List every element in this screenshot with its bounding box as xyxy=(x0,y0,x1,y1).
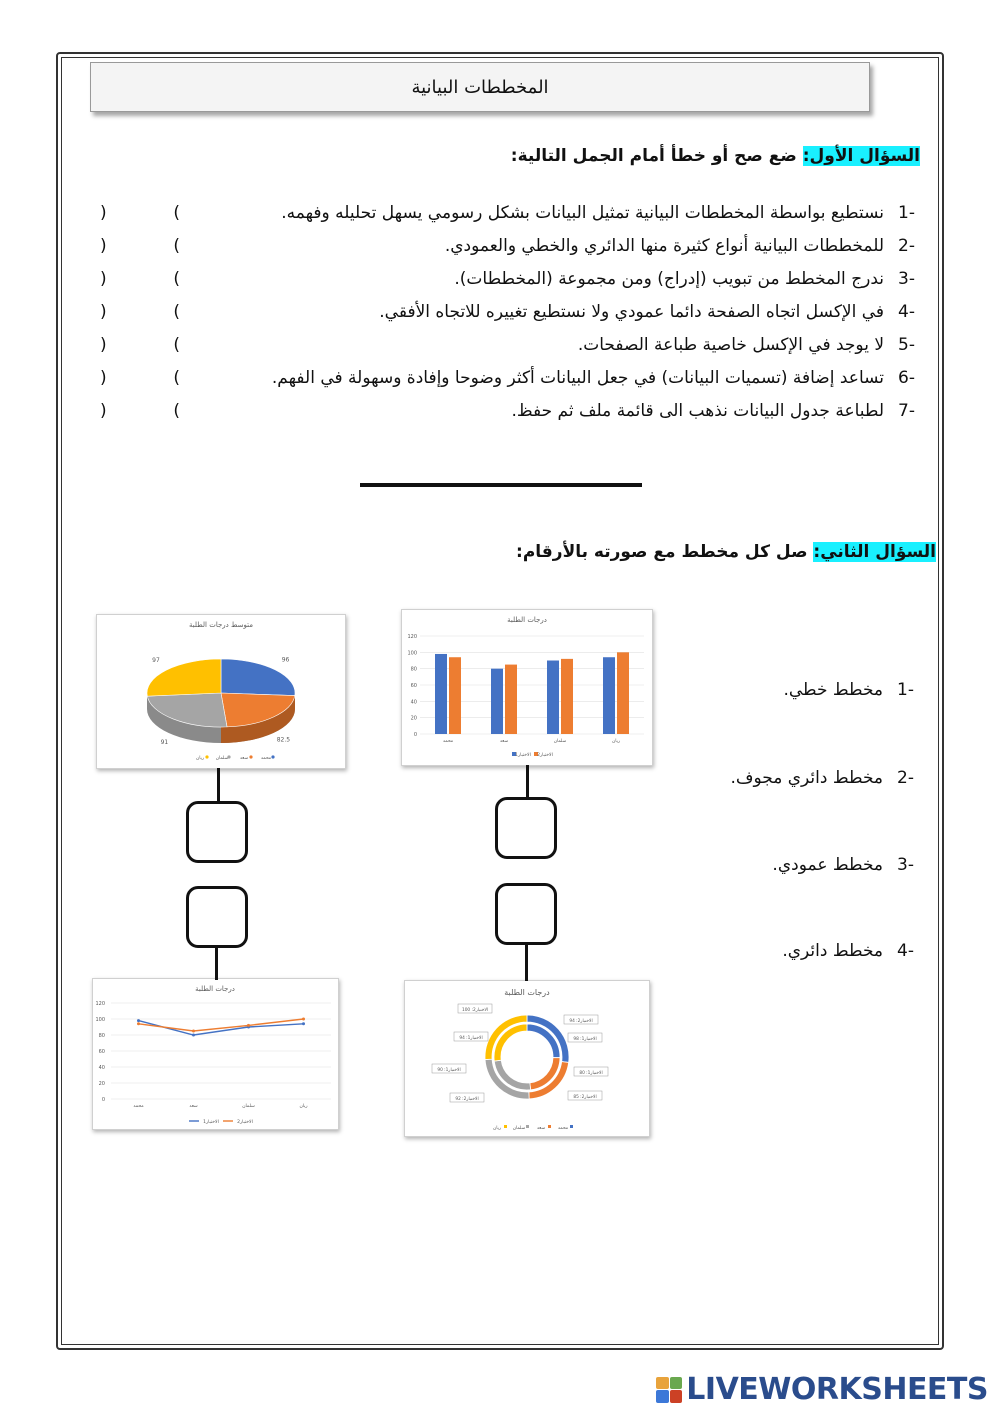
y-tick-label: 100 xyxy=(407,650,417,657)
bar-chart xyxy=(402,610,652,765)
worksheet-title xyxy=(90,62,870,112)
y-tick-label: 0 xyxy=(101,1097,105,1103)
y-tick-label: 80 xyxy=(410,666,417,673)
paren-open: ) xyxy=(100,202,107,223)
legend-label: الاختبار1 xyxy=(203,1120,219,1125)
line-point xyxy=(137,1022,140,1025)
legend-label: محمد xyxy=(260,756,272,761)
worksheet-title-text: المخططات البيانية xyxy=(411,76,549,98)
doughnut-chart xyxy=(405,981,649,1136)
statement-text xyxy=(379,302,915,322)
paren-open: ) xyxy=(100,400,107,421)
legend-label: ريان xyxy=(492,1126,502,1131)
statement-row xyxy=(100,196,915,229)
legend-marker xyxy=(548,1125,551,1128)
answer-box-doughnut[interactable] xyxy=(495,883,557,945)
line-point xyxy=(192,1034,195,1037)
doughnut-data-label: الاختبار2: 92 xyxy=(455,1097,479,1102)
answer-parentheses[interactable] xyxy=(100,302,180,322)
statement-number: -6 xyxy=(898,367,915,388)
line-point xyxy=(302,1018,305,1021)
chart-type-item xyxy=(772,855,914,875)
connector-line xyxy=(526,765,529,800)
line-chart-card xyxy=(92,978,339,1130)
statement-row xyxy=(100,328,915,361)
x-tick-label: سعد xyxy=(499,739,509,744)
legend-label: سعد xyxy=(239,756,249,761)
y-tick-label: 120 xyxy=(95,1001,105,1007)
pie-data-label: 96 xyxy=(281,656,290,664)
true-false-list xyxy=(100,196,915,427)
chart-title: درجات الطلبة xyxy=(507,616,547,624)
statement-row xyxy=(100,295,915,328)
answer-box-bar[interactable] xyxy=(495,797,557,859)
pie-chart xyxy=(97,615,345,768)
question-2-prompt: صل كل مخطط مع صورته بالأرقام: xyxy=(516,542,808,562)
x-tick-label: محمد xyxy=(133,1104,144,1109)
chart-type-item xyxy=(783,680,914,700)
statement-text xyxy=(578,335,915,355)
statement-number: -4 xyxy=(898,301,915,322)
y-tick-label: 80 xyxy=(98,1033,105,1039)
paren-close: ( xyxy=(173,334,180,355)
legend-label: الاختبار2 xyxy=(537,753,553,758)
chart-type-item xyxy=(782,941,914,961)
chart-title: متوسط درجات الطلبة xyxy=(189,621,253,629)
bar xyxy=(505,665,517,734)
x-tick-label: سعد xyxy=(189,1104,198,1109)
answer-parentheses[interactable] xyxy=(100,335,180,355)
y-tick-label: 60 xyxy=(98,1049,105,1055)
doughnut-chart-card xyxy=(404,980,650,1137)
paren-close: ( xyxy=(173,367,180,388)
line-chart xyxy=(93,979,338,1129)
legend-marker xyxy=(205,755,208,758)
y-tick-label: 20 xyxy=(98,1081,105,1087)
legend-label: سلمان xyxy=(215,756,229,761)
paren-open: ) xyxy=(100,334,107,355)
y-tick-label: 0 xyxy=(413,732,417,738)
bar xyxy=(617,652,629,734)
doughnut-data-label: الاختبار1: 94 xyxy=(459,1036,483,1041)
statement-sentence: تساعد إضافة (تسميات البيانات) في جعل البيانات أكثر وضوحا وإفادة وسهولة في الفهم. xyxy=(271,367,885,388)
answer-parentheses[interactable] xyxy=(100,236,180,256)
y-tick-label: 60 xyxy=(410,683,417,689)
statement-sentence: ندرج المخطط من تبويب (إدراج) ومن مجموعة (المخططات). xyxy=(454,268,885,289)
line-point xyxy=(192,1030,195,1033)
legend-label: محمد xyxy=(557,1126,569,1131)
question-1-heading xyxy=(511,146,920,166)
statement-number: -2 xyxy=(898,235,915,256)
line-point xyxy=(302,1022,305,1025)
pie-slice xyxy=(221,656,295,696)
legend-marker xyxy=(526,1125,529,1128)
statement-row xyxy=(100,394,915,427)
connector-line xyxy=(215,948,218,980)
question-2-heading xyxy=(516,542,936,562)
chart-type-label: مخطط عمودي. xyxy=(772,855,884,875)
y-tick-label: 20 xyxy=(410,715,417,722)
statement-text xyxy=(454,269,915,289)
legend-label: سعد xyxy=(536,1126,546,1131)
statement-sentence: لطباعة جدول البيانات نذهب الى قائمة ملف ثم حفظ. xyxy=(511,400,885,421)
statement-number: -7 xyxy=(898,400,915,421)
statement-sentence: للمخططات البيانية أنواع كثيرة منها الدائري والخطي والعمودي. xyxy=(444,235,885,256)
legend-label: سلمان xyxy=(512,1126,526,1131)
x-tick-label: سلمان xyxy=(553,739,567,744)
answer-parentheses[interactable] xyxy=(100,368,180,388)
y-tick-label: 40 xyxy=(98,1065,105,1071)
connector-line xyxy=(217,768,220,802)
x-tick-label: سلمان xyxy=(242,1104,255,1109)
paren-open: ) xyxy=(100,367,107,388)
statement-number: -5 xyxy=(898,334,915,355)
doughnut-data-label: الاختبار2: 85 xyxy=(573,1095,597,1100)
doughnut-data-label: الاختبار2: 100 xyxy=(461,1008,489,1013)
pie-data-label: 91 xyxy=(160,739,169,747)
legend-marker xyxy=(249,755,252,758)
chart-type-number: -2 xyxy=(897,768,914,788)
statement-row xyxy=(100,229,915,262)
question-2-label: السؤال الثاني: xyxy=(813,542,936,562)
logo-text: LIVEWORKSHEETS xyxy=(686,1372,988,1407)
pie-chart-card xyxy=(96,614,346,769)
legend-marker xyxy=(504,1125,507,1128)
bar xyxy=(449,657,461,734)
y-tick-label: 100 xyxy=(95,1017,105,1023)
y-tick-label: 120 xyxy=(407,634,417,640)
question-1-prompt: ضع صح أو خطأ أمام الجمل التالية: xyxy=(510,146,797,166)
paren-open: ) xyxy=(100,268,107,289)
chart-type-number: -1 xyxy=(897,680,914,700)
line-point xyxy=(137,1019,140,1022)
answer-parentheses[interactable] xyxy=(100,269,180,289)
statement-text xyxy=(272,368,915,388)
line-point xyxy=(247,1024,250,1027)
chart-title: درجات الطلبة xyxy=(504,988,550,997)
x-tick-label: محمد xyxy=(442,739,454,744)
pie-data-label: 97 xyxy=(152,657,160,665)
chart-type-label: مخطط خطي. xyxy=(783,680,884,700)
statement-row xyxy=(100,262,915,295)
doughnut-data-label: الاختبار2: 94 xyxy=(569,1019,593,1024)
legend-label: ريان xyxy=(195,756,205,761)
statement-row xyxy=(100,361,915,394)
paren-open: ) xyxy=(100,301,107,322)
statement-text xyxy=(281,203,915,223)
bar xyxy=(561,659,573,734)
statement-number: -3 xyxy=(898,268,915,289)
bar xyxy=(435,654,447,734)
chart-type-number: -4 xyxy=(897,941,914,961)
bar-chart-card xyxy=(401,609,653,766)
statement-sentence: لا يوجد في الإكسل خاصية طباعة الصفحات. xyxy=(577,334,885,355)
paren-close: ( xyxy=(173,268,180,289)
x-tick-label: ريان xyxy=(611,739,621,744)
liveworksheets-logo xyxy=(656,1372,988,1407)
doughnut-data-label: الاختبار1: 98 xyxy=(573,1037,597,1042)
paren-close: ( xyxy=(173,301,180,322)
chart-type-number: -3 xyxy=(897,855,914,875)
doughnut-data-label: الاختبار1: 80 xyxy=(579,1071,603,1076)
pie-slice xyxy=(147,659,221,696)
bar xyxy=(603,657,615,734)
statement-number: -1 xyxy=(898,202,915,223)
answer-box-pie[interactable] xyxy=(186,801,248,863)
legend-label: الاختبار2 xyxy=(237,1120,253,1125)
legend-marker xyxy=(570,1125,573,1128)
paren-open: ) xyxy=(100,235,107,256)
y-tick-label: 40 xyxy=(410,699,417,706)
answer-parentheses[interactable] xyxy=(100,401,180,421)
chart-type-label: مخطط دائري مجوف. xyxy=(730,768,884,788)
bar xyxy=(491,669,503,734)
statement-sentence: في الإكسل اتجاه الصفحة دائما عمودي ولا نستطيع تغييره للاتجاه الأفقي. xyxy=(379,301,885,322)
paren-close: ( xyxy=(173,235,180,256)
chart-type-item xyxy=(730,768,914,788)
statement-text xyxy=(511,401,915,421)
bar xyxy=(547,661,559,735)
section-divider xyxy=(360,483,642,487)
chart-title: درجات الطلبة xyxy=(195,985,235,993)
doughnut-data-label: الاختبار1: 90 xyxy=(437,1068,461,1073)
logo-icon xyxy=(656,1377,682,1403)
paren-close: ( xyxy=(173,202,180,223)
question-1-label: السؤال الأول: xyxy=(802,146,920,166)
statement-sentence: نستطيع بواسطة المخططات البيانية تمثيل البيانات بشكل رسومي يسهل تحليله وفهمه. xyxy=(281,202,885,223)
statement-text xyxy=(445,236,915,256)
pie-data-label: 82.5 xyxy=(276,736,291,744)
chart-type-label: مخطط دائري. xyxy=(782,941,884,961)
paren-close: ( xyxy=(173,400,180,421)
connector-line xyxy=(525,945,528,981)
legend-marker xyxy=(271,755,274,758)
legend-label: الاختبار1 xyxy=(515,753,531,758)
answer-box-line[interactable] xyxy=(186,886,248,948)
x-tick-label: ريان xyxy=(299,1104,308,1109)
answer-parentheses[interactable] xyxy=(100,203,180,223)
